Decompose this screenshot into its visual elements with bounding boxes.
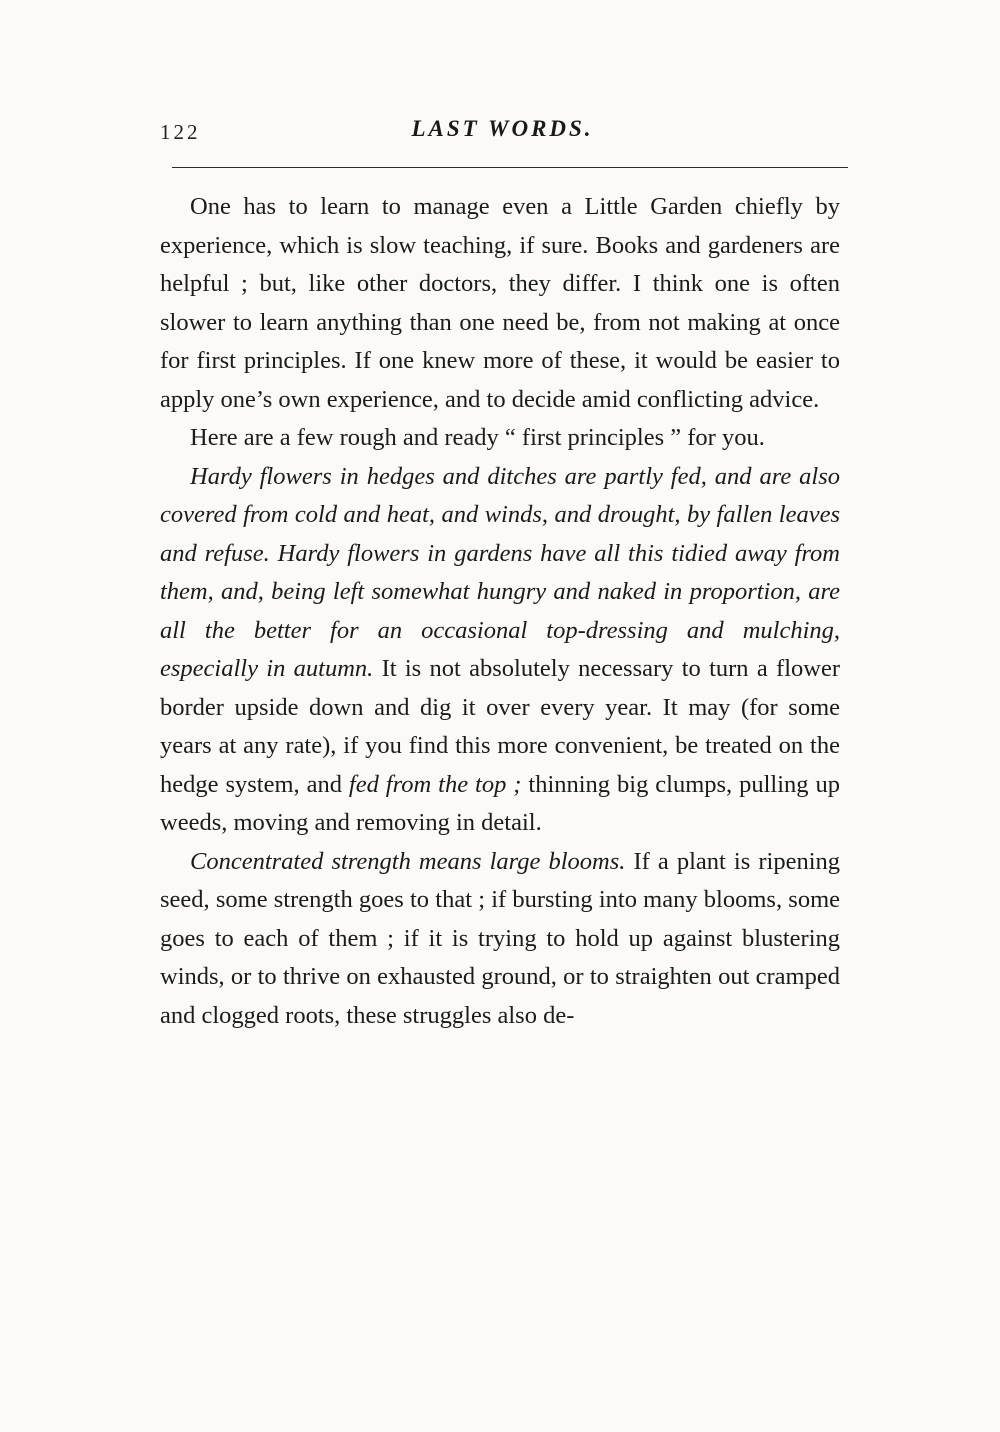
text-segment: One has to learn to manage even a Little Garden chiefly by experience, which is slow teaching, if sure. Books and gardeners are helpful ; but, like other doctors, they differ. I think one is often slower to learn anything than one need be, from not making at once for first principles. If one knew more of these, it would be easier to apply one’s own experience, and to decide amid conflicting advice. bbox=[160, 193, 840, 413]
text-segment: If a plant is ripening seed, some strength goes to that ; if bursting into many blooms, some goes to each of them ; if it is trying to hold up against blustering winds, or to thrive on exhausted ground, or to straighten out cramped and clogged roots, these struggles also de- bbox=[160, 847, 841, 1029]
italic-text-segment: Hardy flowers in hedges and ditches are partly fed, and are also covered from cold and heat, and winds, and drought, by fallen leaves and refuse. Hardy flowers in gardens have all this tidied away from them, and, being left somewhat hungry and naked in proportion, are all the better for an occasional top-dressing and mulching, especially in autumn. bbox=[160, 462, 840, 682]
running-title: LAST WORDS. bbox=[411, 116, 594, 141]
page-header bbox=[160, 116, 845, 150]
italic-text-segment: Concentrated strength means large blooms. bbox=[190, 847, 626, 875]
paragraph bbox=[160, 419, 840, 458]
text-segment: It is not absolutely necessary to turn a flower border upside down and dig it over every year. It may (for some years at any rate), if you find this more convenient, be treated on the hedge system, and bbox=[160, 655, 840, 798]
header-rule bbox=[172, 167, 848, 168]
paragraph bbox=[160, 188, 840, 419]
body-text bbox=[160, 188, 840, 1035]
italic-text-segment: fed from the top ; bbox=[348, 770, 522, 798]
paragraph bbox=[160, 843, 840, 1036]
page-number: 122 bbox=[160, 120, 201, 144]
text-segment: thinning big clumps, pulling up weeds, moving and removing in detail. bbox=[160, 770, 840, 836]
text-segment: Here are a few rough and ready “ first principles ” for you. bbox=[190, 424, 765, 451]
paragraph bbox=[160, 458, 840, 843]
